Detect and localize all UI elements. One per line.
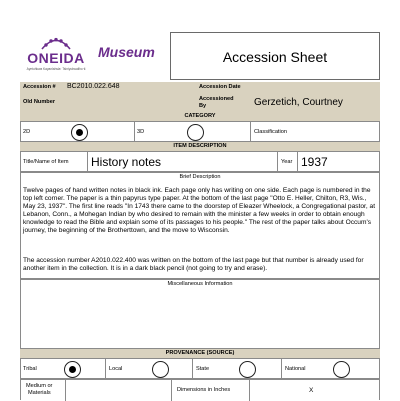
selected-dot-icon <box>69 366 76 373</box>
provenance-heading: PROVENANCE (SOURCE) <box>165 350 235 356</box>
category-heading: CATEGORY <box>184 113 216 119</box>
provenance-state-radio[interactable] <box>239 361 256 378</box>
brief-description-paragraph-2[interactable]: The accession number A2010.022.400 was written on the bottom of the last page but that number is already used for another item in the collection. It is in a dark black pencil (not going to try and erase). <box>23 257 364 273</box>
category-divider-2 <box>250 122 251 141</box>
accession-number-value: BC2010.022.648 <box>67 83 120 90</box>
provenance-row <box>20 358 380 379</box>
accession-number-label: Accession # <box>23 84 56 90</box>
dimensions-divider <box>171 380 172 401</box>
category-divider-1 <box>134 122 135 141</box>
accession-row-1 <box>20 82 380 93</box>
category-2d-radio[interactable] <box>71 124 88 141</box>
accession-row-2 <box>20 93 380 112</box>
title-value[interactable]: History notes <box>91 155 162 169</box>
logo-tagline: Ayetuhkwa Kayanlahsla· Tsiniyukwaliho·tɨ <box>26 67 86 71</box>
provenance-state-label: State <box>196 366 210 372</box>
provenance-national-label: National <box>285 366 306 372</box>
title-row <box>20 151 380 172</box>
item-heading: ITEM DESCRIPTION <box>173 143 227 149</box>
medium-row <box>20 379 380 400</box>
item-heading-bar <box>20 142 380 151</box>
dimensions-value[interactable]: X <box>309 387 314 394</box>
provenance-divider-1 <box>105 359 106 378</box>
selected-dot-icon <box>76 129 83 136</box>
provenance-national-radio[interactable] <box>333 361 350 378</box>
museum-title: Museum <box>98 44 155 60</box>
accessioned-by-label-1: Accessioned <box>199 96 234 102</box>
category-2d-label: 2D <box>23 129 31 135</box>
accession-date-label: Accession Date <box>199 84 241 90</box>
category-3d-radio[interactable] <box>187 124 204 141</box>
medium-label-2: Materials <box>28 390 51 396</box>
provenance-tribal-radio[interactable] <box>64 361 81 378</box>
misc-info-box <box>20 279 380 349</box>
year-divider-2 <box>297 152 298 171</box>
provenance-heading-bar <box>20 349 380 358</box>
category-heading-bar <box>20 112 380 121</box>
provenance-local-radio[interactable] <box>152 361 169 378</box>
year-divider <box>277 152 278 171</box>
sheet-title-box <box>170 32 380 80</box>
year-value[interactable]: 1937 <box>301 155 328 169</box>
medium-divider <box>65 380 66 401</box>
provenance-divider-2 <box>192 359 193 378</box>
old-number-label: Old Number <box>23 99 56 105</box>
title-label: Title/Name of Item <box>23 159 69 165</box>
logo-box <box>20 28 92 82</box>
misc-info-label: Miscellaneous Information <box>167 281 233 287</box>
accessioned-by-value[interactable]: Gerzetich, Courtney <box>254 97 343 108</box>
dimensions-divider-2 <box>249 380 250 401</box>
provenance-local-label: Local <box>109 366 123 372</box>
medium-label-1: Medium or <box>26 383 53 389</box>
accessioned-by-label-2: By <box>199 103 207 109</box>
category-3d-label: 3D <box>137 129 145 135</box>
brief-description-box <box>20 172 380 279</box>
brief-description-label: Brief Description <box>179 174 221 180</box>
sheet-title: Accession Sheet <box>222 49 328 65</box>
category-row <box>20 121 380 142</box>
title-divider <box>87 152 88 171</box>
provenance-divider-3 <box>281 359 282 378</box>
oneida-logo-icon <box>40 36 72 50</box>
provenance-tribal-label: Tribal <box>23 366 37 372</box>
classification-label: Classification <box>254 129 287 135</box>
brief-description-paragraph-1[interactable]: Twelve pages of hand written notes in black ink. Each page only has writing on one side. Each page is numbered in the top left corner. The paper is a thin papyrus type paper. At the bottom of the last page "Otto E. Heller, Chilton, R3, Wis., May 23, 1937". The first line reads "In 1743 there came to the doorstep of Eleazer Wheelock, a Congregational pastor, at Lebanon, Conn., a Mohegan Indian by who desired to remain with the minister a few weeks in order to obtain enough knowledge to read the Bible and explain some of its passages to his people." The rest of the paper talks about Occum's journey, the beginning of the Brotherttown, and the move to Wisconsin. <box>23 187 376 235</box>
dimensions-label: Dimensions in Inches <box>177 387 231 393</box>
logo-org-name: ONEIDA <box>27 50 85 66</box>
year-label: Year <box>281 159 293 165</box>
